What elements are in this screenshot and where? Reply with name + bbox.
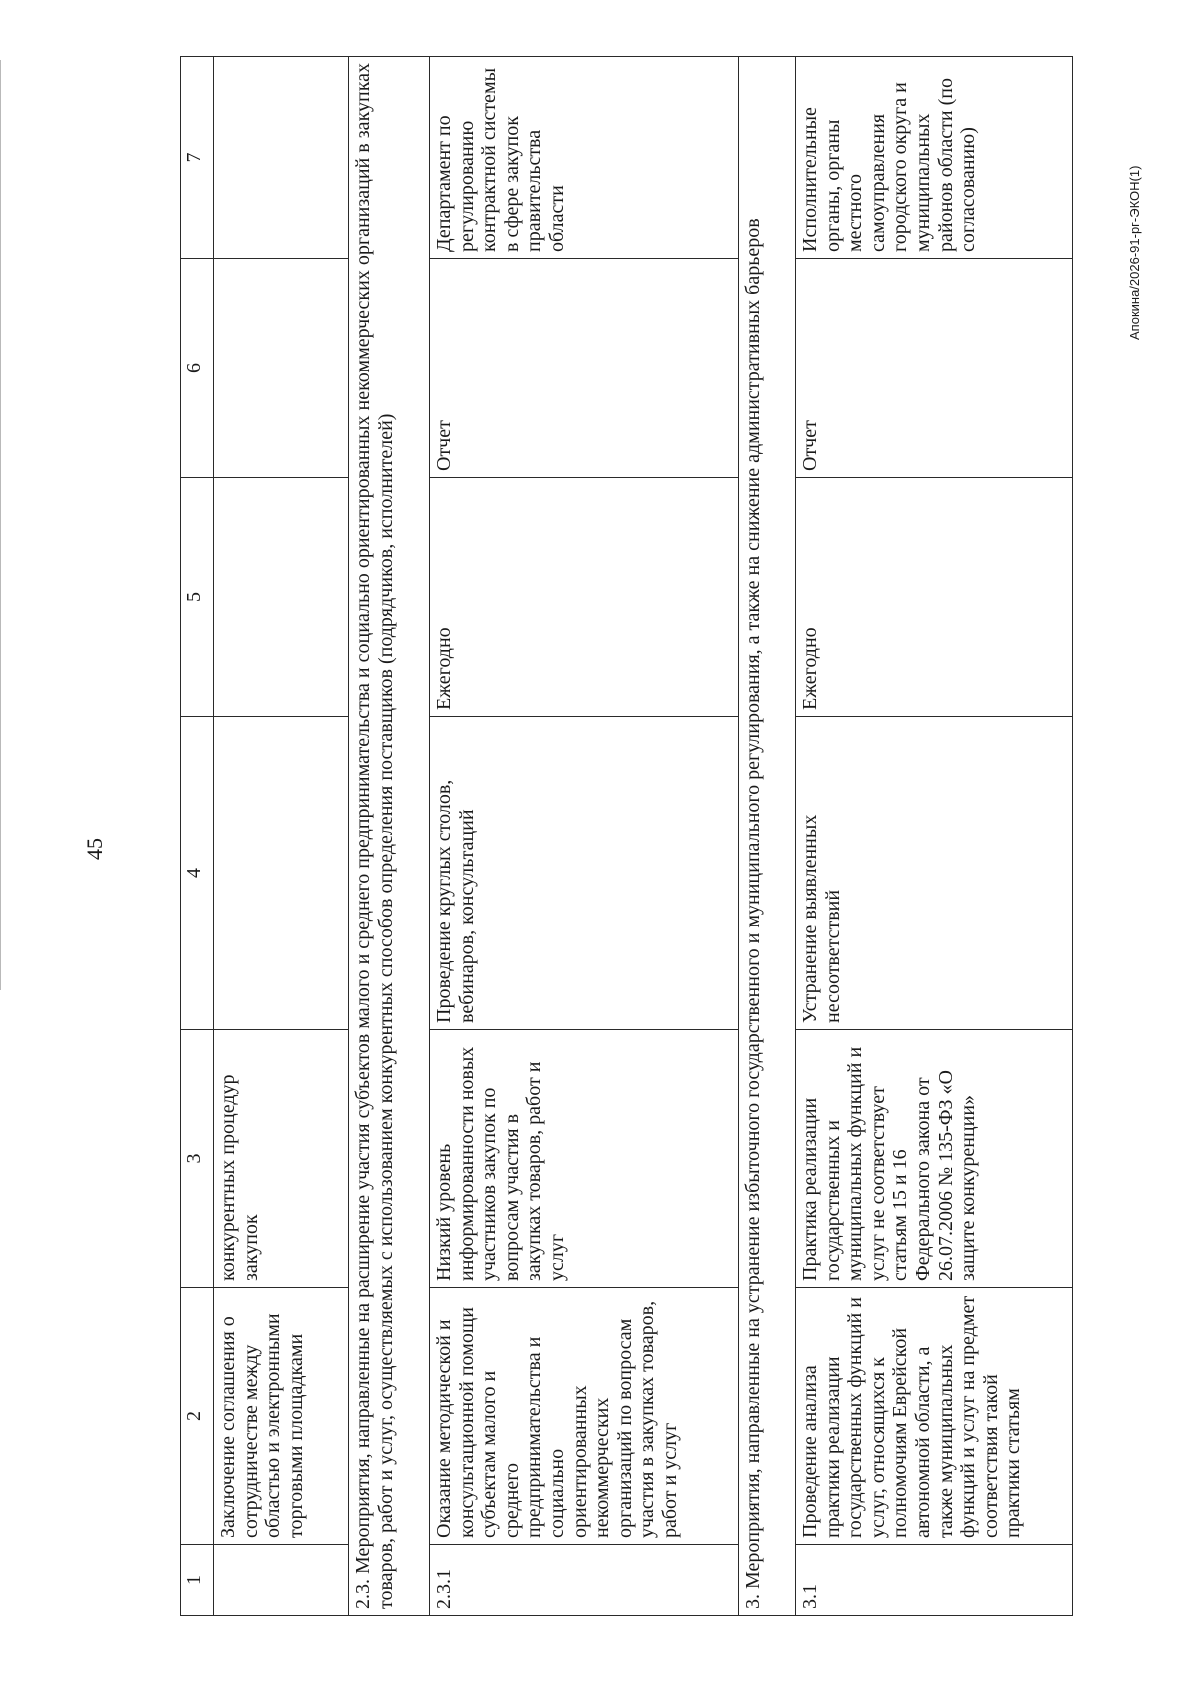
section-row-2-3 (349, 57, 430, 1616)
header-col-5: 5 (181, 478, 214, 717)
cell-responsible: Исполнительные органы, органы местного самоуправления городского округа и муниципальных районов области (по согласованию) (796, 57, 1073, 259)
cell-deadline: Ежегодно (796, 478, 1073, 717)
cell-deadline (214, 478, 349, 717)
cell-measure: Оказание методической и консультационной помощи субъектам малого и среднего предпринимательства и социально ориентированных некоммерческих организаций по вопросам участия в закупках товаров, работ и услуг (430, 1288, 739, 1545)
cell-result: Проведение круглых столов, вебинаров, консультаций (430, 717, 739, 1030)
cell-document (214, 259, 349, 478)
table-row-3-1 (796, 57, 1073, 1616)
scan-edge-line (0, 60, 1, 990)
document-code: Апокина/2026-91-рг-ЭКОН(1) (1127, 165, 1142, 340)
section-heading-3: 3. Мероприятия, направленные на устранение избыточного государственного и муниципального регулирования, а также на снижение административных барьеров (739, 57, 796, 1616)
cell-document: Отчет (796, 259, 1073, 478)
header-col-3: 3 (181, 1030, 214, 1288)
cell-number (214, 1545, 349, 1616)
cell-problem: конкурентных процедур закупок (214, 1030, 349, 1288)
header-col-4: 4 (181, 717, 214, 1030)
cell-responsible: Департамент по регулированию контрактной системы в сфере закупок правительства области (430, 57, 739, 259)
page-number: 45 (82, 838, 107, 860)
cell-result: Устранение выявленных несоответствий (796, 717, 1073, 1030)
cell-number: 3.1 (796, 1545, 1073, 1616)
cell-measure: Проведение анализа практики реализации государственных функций и услуг, относящихся к полномочиям Еврейской автономной области, а также муниципальных функций и услуг на предмет соответствия такой практики статьям (796, 1288, 1073, 1545)
table-header-row (181, 57, 214, 1616)
header-col-7: 7 (181, 57, 214, 259)
measures-table-container (180, 63, 1105, 1616)
cell-deadline: Ежегодно (430, 478, 739, 717)
cell-responsible (214, 57, 349, 259)
cell-document: Отчет (430, 259, 739, 478)
cell-number: 2.3.1 (430, 1545, 739, 1616)
cell-problem: Низкий уровень информированности новых участников закупок по вопросам участия в закупках товаров, работ и услуг (430, 1030, 739, 1288)
header-col-2: 2 (181, 1288, 214, 1545)
cell-result (214, 717, 349, 1030)
table-row-2-3-1 (430, 57, 739, 1616)
header-col-6: 6 (181, 259, 214, 478)
measures-table (180, 56, 1073, 1616)
cell-problem: Практика реализации государственных и муниципальных функций и услуг не соответствует статьям 15 и 16 Федерального закона от 26.07.2006 № 135-ФЗ «О защите конкуренции» (796, 1030, 1073, 1288)
section-heading-2-3: 2.3. Мероприятия, направленные на расширение участия субъектов малого и среднего предпринимательства и социально ориентированных некоммерческих организаций в закупках товаров, работ и услуг, осуществляемых с использованием конкурентных способов определения поставщиков (подрядчиков, исполнителей) (349, 57, 430, 1616)
header-col-1: 1 (181, 1545, 214, 1616)
section-row-3 (739, 57, 796, 1616)
cell-measure: Заключение соглашения о сотрудничестве между областью и электронными торговыми площадками (214, 1288, 349, 1545)
table-row (214, 57, 349, 1616)
